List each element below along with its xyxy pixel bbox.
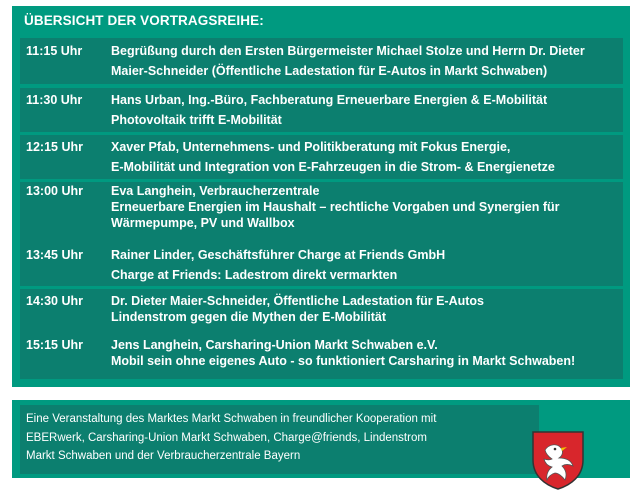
entry-line: Mobil sein ohne eigenes Auto - so funktioniert Carsharing in Markt Schwaben! bbox=[111, 354, 576, 368]
entry-line: Eva Langhein, Verbraucherzentrale bbox=[111, 184, 320, 198]
schedule-block bbox=[20, 135, 623, 179]
entry-time: 11:15 Uhr bbox=[26, 44, 83, 58]
entry-time: 13:45 Uhr bbox=[26, 248, 83, 262]
schedule-block bbox=[20, 182, 623, 286]
entry-description bbox=[111, 137, 617, 177]
entry-line: E-Mobilität und Integration von E-Fahrzeugen in die Strom- & Energienetze bbox=[111, 160, 555, 174]
entry-line: Maier-Schneider (Öffentliche Ladestation für E-Autos in Markt Schwaben) bbox=[111, 64, 548, 78]
schedule-block bbox=[20, 38, 623, 84]
entry-description bbox=[111, 245, 617, 285]
schedule-block bbox=[20, 88, 623, 132]
schedule-title: ÜBERSICHT DER VORTRAGSREIHE: bbox=[24, 13, 264, 28]
entry-time: 12:15 Uhr bbox=[26, 140, 83, 154]
entry-line: Wärmepumpe, PV und Wallbox bbox=[111, 216, 295, 230]
entry-line: Begrüßung durch den Ersten Bürgermeister Michael Stolze und Herrn Dr. Dieter bbox=[111, 44, 585, 58]
entry-line: Charge at Friends: Ladestrom direkt vermarkten bbox=[111, 268, 398, 282]
entry-line: Photovoltaik trifft E-Mobilität bbox=[111, 113, 282, 127]
footer-line: Markt Schwaben und der Verbraucherzentrale Bayern bbox=[26, 450, 301, 462]
footer-line: Eine Veranstaltung des Marktes Markt Schwaben in freundlicher Kooperation mit bbox=[26, 413, 437, 425]
entry-time: 13:00 Uhr bbox=[26, 184, 83, 198]
schedule-block bbox=[20, 289, 623, 379]
entry-line: Rainer Linder, Geschäftsführer Charge at Friends GmbH bbox=[111, 248, 446, 262]
footer-text bbox=[26, 410, 436, 466]
entry-line: Jens Langhein, Carsharing-Union Markt Schwaben e.V. bbox=[111, 338, 438, 352]
entry-line: Dr. Dieter Maier-Schneider, Öffentliche Ladestation für E-Autos bbox=[111, 294, 484, 308]
entry-line: Lindenstrom gegen die Mythen der E-Mobilität bbox=[111, 310, 387, 324]
entry-line: Erneuerbare Energien im Haushalt – rechtliche Vorgaben und Synergien für bbox=[111, 200, 560, 214]
entry-description bbox=[111, 337, 617, 369]
entry-description bbox=[111, 293, 617, 325]
entry-description bbox=[111, 41, 617, 81]
entry-time: 15:15 Uhr bbox=[26, 338, 83, 352]
markt-schwaben-coat-of-arms-icon bbox=[531, 430, 585, 490]
footer-box bbox=[20, 405, 539, 474]
entry-description bbox=[111, 90, 617, 130]
entry-description bbox=[111, 183, 617, 231]
entry-line: Hans Urban, Ing.-Büro, Fachberatung Erneuerbare Energien & E-Mobilität bbox=[111, 93, 548, 107]
footer-line: EBERwerk, Carsharing-Union Markt Schwaben, Charge@friends, Lindenstrom bbox=[26, 431, 427, 444]
schedule-panel bbox=[12, 6, 630, 387]
entry-time: 11:30 Uhr bbox=[26, 93, 83, 107]
entry-line: Xaver Pfab, Unternehmens- und Politikberatung mit Fokus Energie, bbox=[111, 140, 511, 154]
entry-time: 14:30 Uhr bbox=[26, 294, 83, 308]
